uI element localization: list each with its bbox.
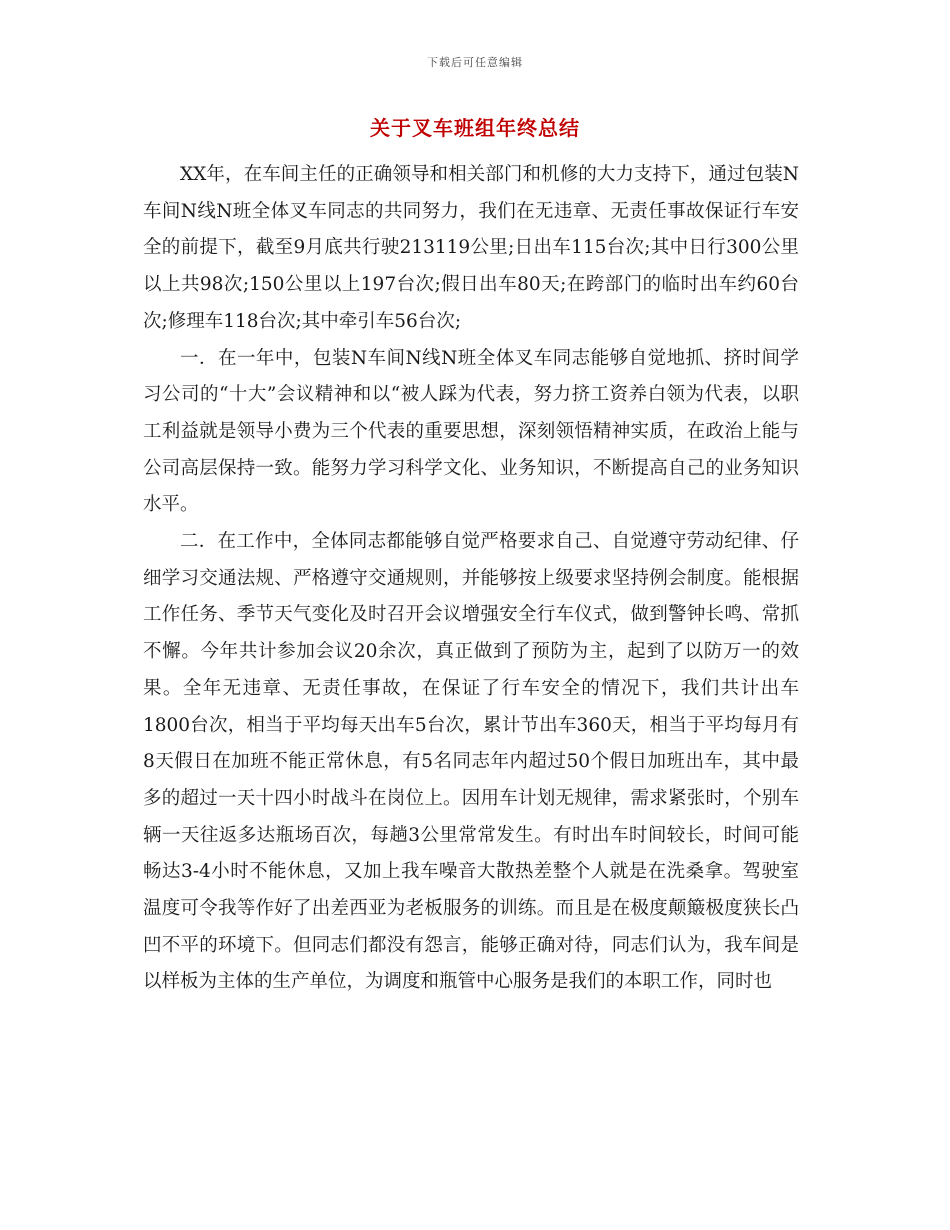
paragraph-section-2: 二．在工作中，全体同志都能够自觉严格要求自己、自觉遵守劳动纪律、仔细学习交通法规、严格遵守交通规则，并能够按上级要求坚持例会制度。能根据工作任务、季节天气变化及时召开会议增强安全行车仪式，做到警钟长鸣、常抓不懈。今年共计参加会议20余次，真正做到了预防为主，起到了以防万一的效果。全年无违章、无责任事故，在保证了行车安全的情况下，我们共计出车1800台次，相当于平均每天出车5台次，累计节出车360天，相当于平均每月有8天假日在加班不能正常休息，有5名同志年内超过50个假日加班出车，其中最多的超过一天十四小时战斗在岗位上。因用车计划无规律，需求紧张时，个别车辆一天往返多达瓶场百次，每趟3公里常常发生。有时出车时间较长，时间可能畅达3-4小时不能休息，又加上我车噪音大散热差整个人就是在洗桑拿。驾驶室温度可令我等作好了出差西亚为老板服务的训练。而且是在极度颠簸极度狭长凸凹不平的环境下。但同志们都没有怨言，能够正确对待，同志们认为，我车间是以样板为主体的生产单位，为调度和瓶管中心服务是我们的本职工作，同时也 — [143, 531, 799, 993]
header-note: 下载后可任意编辑 — [427, 56, 523, 69]
paragraph-section-1: 一．在一年中，包装N车间N线N班全体叉车同志能够自觉地抓、挤时间学习公司的“十大”会议精神和以“被人踩为代表，努力挤工资养白领为代表，以职工利益就是领导小费为三个代表的重要思想，深刻领悟精神实质，在政治上能与公司高层保持一致。能努力学习科学文化、业务知识，不断提高自己的业务知识水平。 — [143, 347, 799, 516]
paragraph-intro: XX年，在车间主任的正确领导和相关部门和机修的大力支持下，通过包装N车间N线N班全体叉车同志的共同努力，我们在无违章、无责任事故保证行车安全的前提下，截至9月底共行驶213119公里;日出车115台次;其中日行300公里以上共98次;150公里以上197台次;假日出车80天;在跨部门的临时出车约60台次;修理车118台次;其中牵引车56台次; — [143, 164, 799, 332]
document-title: 关于叉车班组年终总结 — [370, 116, 580, 140]
document-body — [143, 157, 799, 1001]
